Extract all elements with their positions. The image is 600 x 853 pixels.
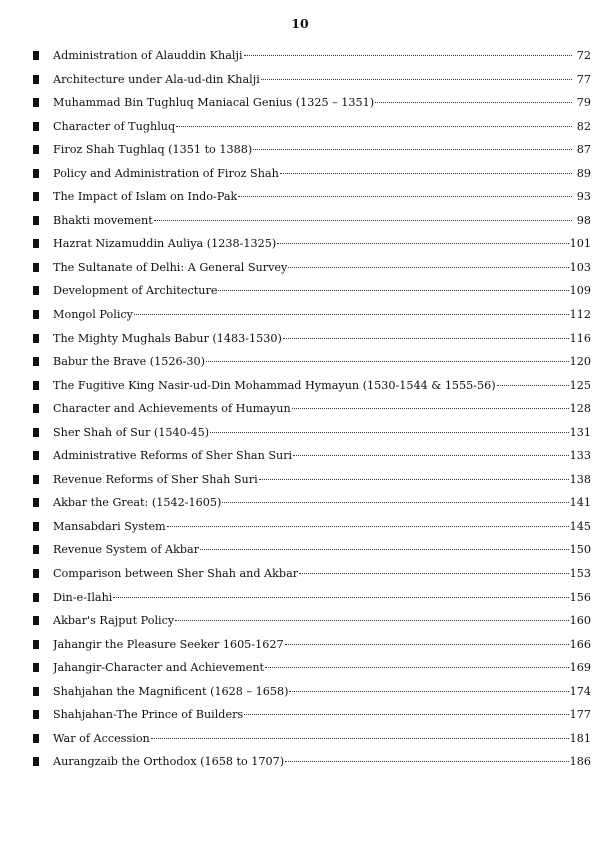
toc-entry[interactable] [0,397,600,421]
dot-leader [151,738,569,739]
dot-leader [289,691,568,692]
toc-entry-title: Character and Achievements of Humayun [53,402,291,416]
bullet-icon [31,169,39,178]
dot-leader [200,549,569,550]
toc-entry[interactable] [0,209,600,233]
dot-leader [375,102,572,103]
bullet-icon [31,687,39,696]
toc-entry[interactable] [0,727,600,751]
bullet-icon [31,475,39,484]
bullet-icon [31,310,39,319]
toc-entry[interactable] [0,656,600,680]
dot-leader [288,267,568,268]
toc-entry[interactable] [0,115,600,139]
toc-entry[interactable] [0,232,600,256]
toc-entry-page: 72 [576,49,591,62]
toc-entry-page: 89 [576,166,591,180]
dot-leader [167,526,569,527]
toc-entry-page: 160 [569,614,591,628]
toc-entry[interactable] [0,327,600,351]
bullet-icon [31,593,39,602]
toc-entry[interactable] [0,68,600,92]
toc-entry[interactable] [0,538,600,562]
dot-leader [218,290,568,291]
toc-entry[interactable] [0,633,600,657]
toc-entry-page: 98 [576,213,591,227]
dot-leader [244,55,572,56]
table-of-contents [0,44,600,774]
dot-leader [293,455,569,456]
bullet-icon [31,545,39,554]
toc-entry-title: Architecture under Ala-ud-din Khalji [53,72,260,86]
toc-entry-title: Hazrat Nizamuddin Auliya (1238-1325) [53,237,277,251]
toc-entry-page: 186 [569,755,591,769]
dot-leader [206,361,569,362]
toc-entry-page: 109 [569,284,591,298]
dot-leader [261,79,572,80]
dot-leader [299,573,569,574]
toc-entry[interactable] [0,44,600,68]
toc-entry-page: 145 [569,519,591,533]
toc-entry-title: Mansabdari System [53,519,166,533]
bullet-icon [31,239,39,248]
toc-entry-title: The Mighty Mughals Babur (1483-1530) [53,331,282,345]
bullet-icon [31,522,39,531]
toc-entry-page: 150 [569,543,591,557]
toc-entry-title: Shahjahan the Magnificent (1628 – 1658) [53,684,289,698]
toc-entry[interactable] [0,374,600,398]
toc-entry-page: 181 [569,731,591,745]
toc-entry-page: 133 [569,449,591,463]
dot-leader [280,173,572,174]
toc-entry-page: 156 [569,590,591,604]
toc-entry[interactable] [0,562,600,586]
toc-entry-title: Character of Tughluq [53,119,176,133]
bullet-icon [31,334,39,343]
toc-entry[interactable] [0,162,600,186]
page-number: 10 [291,16,309,31]
dot-leader [283,338,569,339]
dot-leader [259,479,569,480]
dot-leader [176,126,572,127]
toc-entry-page: 174 [569,684,591,698]
toc-entry-page: 116 [569,331,591,345]
toc-entry[interactable] [0,185,600,209]
dot-leader [497,385,569,386]
toc-entry-title: Akbar's Rajput Policy [53,614,175,628]
bullet-icon [31,451,39,460]
bullet-icon [31,357,39,366]
toc-entry-title: Din-e-Ilahi [53,590,113,604]
toc-entry-title: Akbar the Great: (1542-1605) [53,496,222,510]
toc-entry-title: Aurangzaib the Orthodox (1658 to 1707) [53,755,285,769]
toc-entry[interactable] [0,279,600,303]
bullet-icon [31,216,39,225]
bullet-icon [31,757,39,766]
toc-entry-page: 153 [569,567,591,581]
toc-entry[interactable] [0,468,600,492]
toc-entry-title: Jahangir-Character and Achievement [53,661,265,675]
bullet-icon [31,192,39,201]
toc-entry-title: The Impact of Islam on Indo-Pak [53,190,238,204]
bullet-icon [31,404,39,413]
dot-leader [113,597,568,598]
dot-leader [292,408,569,409]
bullet-icon [31,122,39,131]
toc-entry-title: Comparison between Sher Shah and Akbar [53,567,299,581]
toc-entry-title: The Fugitive King Nasir-ud-Din Mohammad Hymayun (1530-1544 & 1555-56) [53,378,496,392]
toc-entry[interactable] [0,138,600,162]
toc-entry[interactable] [0,303,600,327]
bullet-icon [31,286,39,295]
toc-entry[interactable] [0,750,600,774]
dot-leader [175,620,568,621]
toc-entry-title: The Sultanate of Delhi: A General Survey [53,260,288,274]
dot-leader [244,714,568,715]
bullet-icon [31,663,39,672]
toc-entry-page: 128 [569,402,591,416]
toc-entry[interactable] [0,680,600,704]
toc-entry-page: 177 [569,708,591,722]
toc-entry-title: Policy and Administration of Firoz Shah [53,166,279,180]
toc-entry-page: 166 [569,637,591,651]
toc-entry-page: 87 [576,143,591,157]
dot-leader [285,761,568,762]
toc-entry-page: 93 [576,190,591,204]
toc-entry-title: Babur the Brave (1526-30) [53,355,205,369]
dot-leader [154,220,572,221]
toc-entry-page: 79 [576,96,591,110]
toc-entry-title: Development of Architecture [53,284,218,298]
toc-entry-title: Bhakti movement [53,213,153,227]
dot-leader [134,314,569,315]
bullet-icon [31,498,39,507]
toc-entry-page: 120 [569,355,591,369]
toc-entry-page: 112 [569,308,591,322]
bullet-icon [31,145,39,154]
toc-entry[interactable] [0,586,600,610]
dot-leader [222,502,568,503]
toc-entry[interactable] [0,350,600,374]
toc-entry-page: 138 [569,472,591,486]
bullet-icon [31,710,39,719]
toc-entry-title: Administration of Alauddin Khalji [53,49,243,62]
toc-entry-title: Administrative Reforms of Sher Shan Suri [53,449,293,463]
toc-entry[interactable] [0,444,600,468]
toc-entry-title: War of Accession [53,731,150,745]
dot-leader [238,196,572,197]
bullet-icon [31,75,39,84]
toc-entry-page: 141 [569,496,591,510]
toc-entry-page: 103 [569,260,591,274]
bullet-icon [31,569,39,578]
bullet-icon [31,98,39,107]
toc-entry-title: Muhammad Bin Tughluq Maniacal Genius (1325 – 1351) [53,96,375,110]
toc-entry-title: Jahangir the Pleasure Seeker 1605-1627 [53,637,284,651]
toc-entry-title: Sher Shah of Sur (1540-45) [53,425,210,439]
toc-entry-title: Revenue Reforms of Sher Shah Suri [53,472,258,486]
toc-entry[interactable] [0,703,600,727]
bullet-icon [31,381,39,390]
bullet-icon [31,428,39,437]
bullet-icon [31,263,39,272]
dot-leader [277,243,568,244]
toc-entry[interactable] [0,421,600,445]
toc-entry-title: Firoz Shah Tughlaq (1351 to 1388) [53,143,253,157]
dot-leader [285,644,569,645]
toc-entry-page: 101 [569,237,591,251]
bullet-icon [31,616,39,625]
toc-entry-page: 125 [569,378,591,392]
toc-entry-title: Revenue System of Akbar [53,543,200,557]
toc-entry[interactable] [0,609,600,633]
dot-leader [210,432,569,433]
toc-entry-page: 169 [569,661,591,675]
toc-entry[interactable] [0,491,600,515]
dot-leader [253,149,572,150]
toc-entry-title: Mongol Policy [53,308,133,322]
toc-entry[interactable] [0,256,600,280]
toc-entry[interactable] [0,515,600,539]
dot-leader [265,667,569,668]
toc-entry-page: 131 [569,425,591,439]
bullet-icon [31,51,39,60]
toc-entry-page: 77 [576,72,591,86]
toc-entry-title: Shahjahan-The Prince of Builders [53,708,244,722]
toc-entry-page: 82 [576,119,591,133]
toc-entry[interactable] [0,91,600,115]
bullet-icon [31,734,39,743]
bullet-icon [31,640,39,649]
